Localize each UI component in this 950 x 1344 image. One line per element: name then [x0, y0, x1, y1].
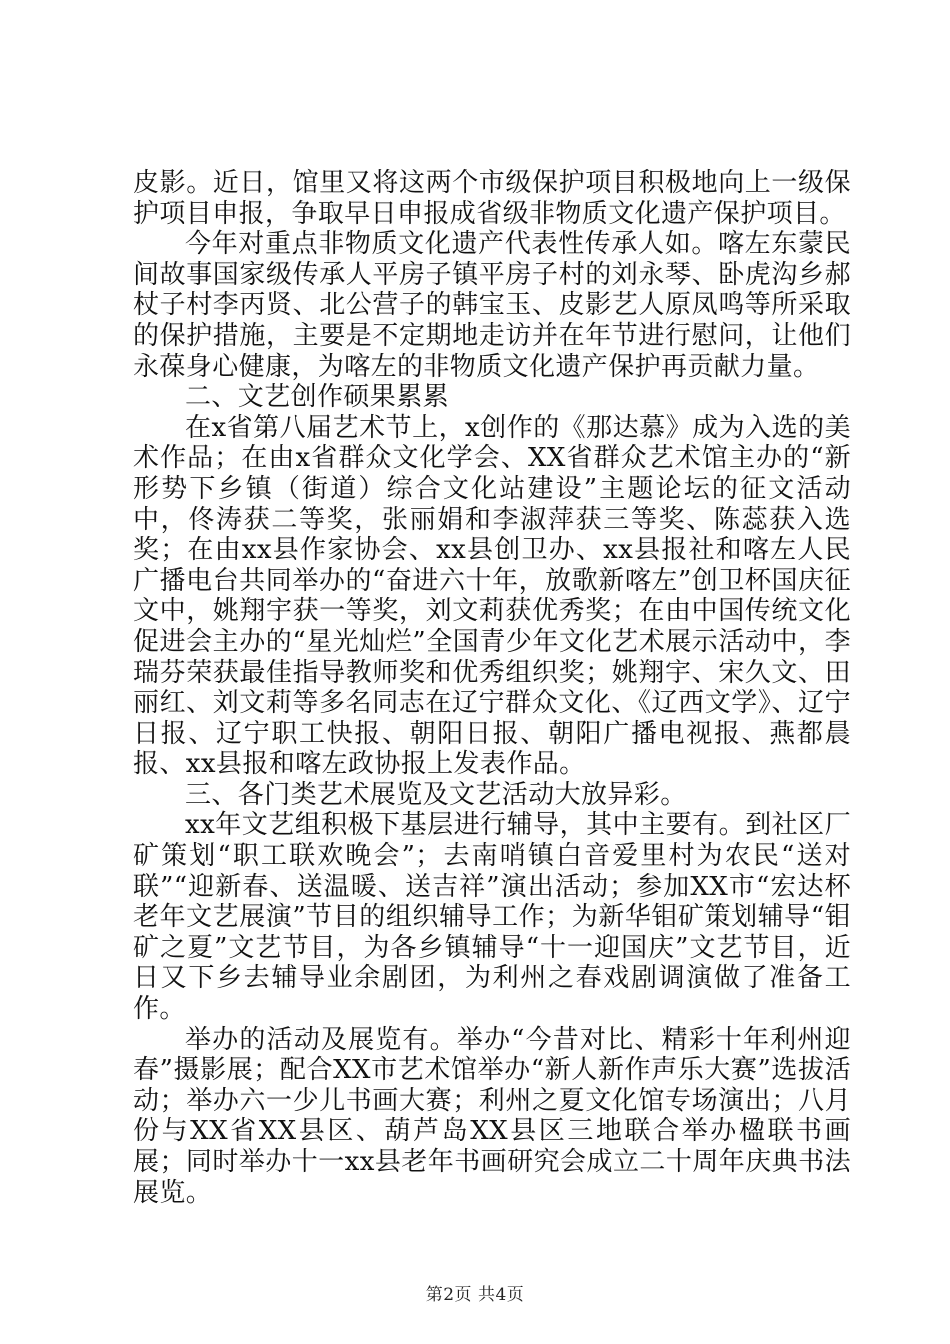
paragraph-activities: 举办的活动及展览有。举办“今昔对比、精彩十年利州迎春”摄影展；配合XX市艺术馆举办“新人新作声乐大赛”选拔活动；举办六一少儿书画大赛；利州之夏文化馆专场演出；八月份与XX省XX县区、葫芦岛XX县区三地联合举办楹联书画展；同时举办十一xx县老年书画研究会成立二十周年庆典书法展览。	[133, 1024, 851, 1208]
section-heading-exhibitions: 三、各门类艺术展览及文艺活动大放异彩。	[185, 779, 687, 810]
paragraph-inheritors: 今年对重点非物质文化遗产代表性传承人如。喀左东蒙民间故事国家级传承人平房子镇平房子村的刘永琴、卧虎沟乡郝杖子村李丙贤、北公营子的韩宝玉、皮影艺人原凤鸣等所采取的保护措施，主要是不定期地走访并在年节进行慰问，让他们永葆身心健康，为喀左的非物质文化遗产保护再贡献力量。	[133, 229, 851, 382]
paragraph-awards: 在x省第八届艺术节上，x创作的《那达慕》成为入选的美术作品；在由x省群众文化学会、XX省群众艺术馆主办的“新形势下乡镇（街道）综合文化站建设”主题论坛的征文活动中，佟涛获二等奖，张丽娟和李淑萍获三等奖、陈蕊获入选奖；在由xx县作家协会、xx县创卫办、xx县报社和喀左人民广播电台共同举办的“奋进六十年，放歌新喀左”创卫杯国庆征文中，姚翔宇获一等奖，刘文莉获优秀奖；在由中国传统文化促进会主办的“星光灿烂”全国青少年文化艺术展示活动中，李瑞芬荣获最佳指导教师奖和优秀组织奖；姚翔宇、宋久文、田丽红、刘文莉等多名同志在辽宁群众文化、《辽西文学》、辽宁日报、辽宁职工快报、朝阳日报、朝阳广播电视报、燕都晨报、xx县报和喀左政协报上发表作品。	[133, 412, 851, 780]
section-heading-creation: 二、文艺创作硕果累累	[185, 382, 450, 413]
document-body	[133, 168, 851, 1208]
paragraph-grassroots: xx年文艺组积极下基层进行辅导，其中主要有。到社区厂矿策划“职工联欢晚会”；去南哨镇白音爱里村为农民“送对联”“迎新春、送温暖、送吉祥”演出活动；参加XX市“宏达杯老年文艺展演”节目的组织辅导工作；为新华钼矿策划辅导“钼矿之夏”文艺节目，为各乡镇辅导“十一迎国庆”文艺节目，近日又下乡去辅导业余剧团，为利州之春戏剧调演做了准备工作。	[133, 810, 851, 1025]
paragraph-intro: 皮影。近日，馆里又将这两个市级保护项目积极地向上一级保护项目申报，争取早日申报成省级非物质文化遗产保护项目。	[133, 168, 851, 229]
page-number: 第2页 共4页	[425, 1285, 525, 1305]
